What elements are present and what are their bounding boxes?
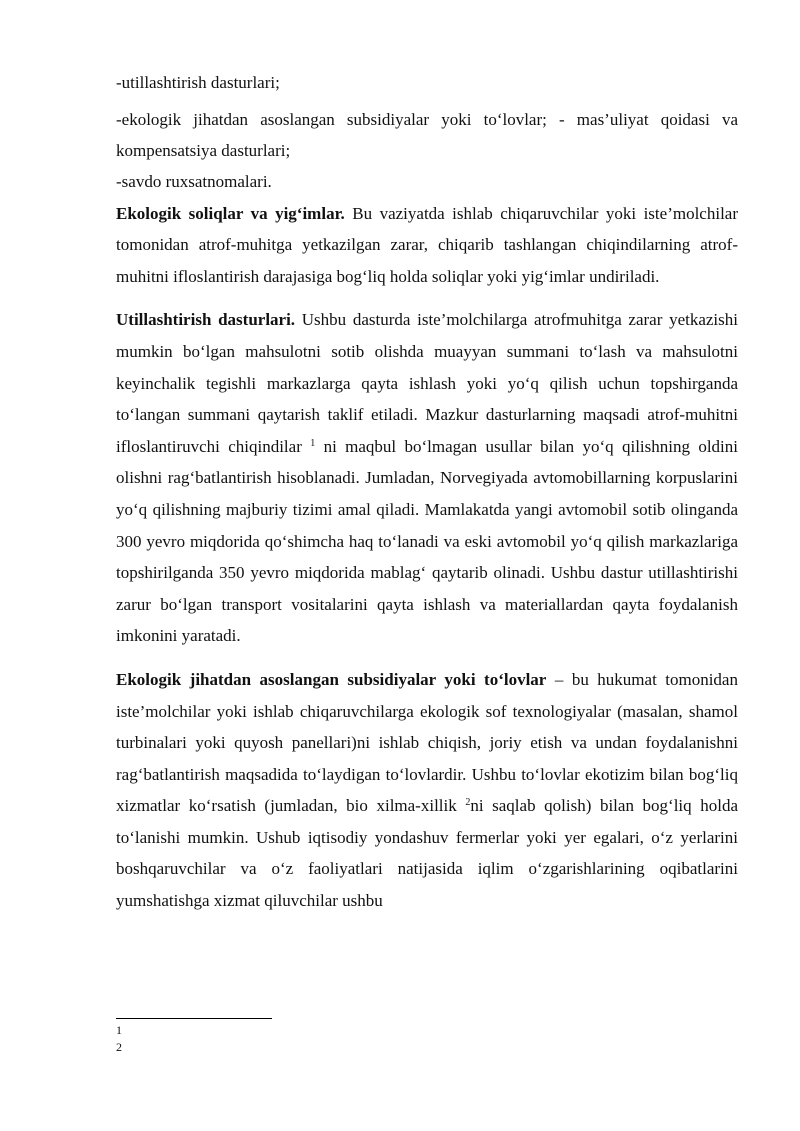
footnote-2: 2	[116, 1040, 122, 1054]
paragraph-heading: Ekologik jihatdan asoslangan subsidiyalar yoki to‘lovlar	[116, 669, 547, 689]
document-body	[116, 72, 738, 917]
paragraph-ecological-taxes	[116, 198, 738, 293]
footnote-separator	[116, 1018, 272, 1019]
footnote-ref-2[interactable]: 2	[465, 797, 471, 809]
list-item-utilization: -utillashtirish dasturlari;	[116, 73, 280, 92]
paragraph-heading: Utillashtirish dasturlari.	[116, 310, 296, 330]
paragraph-text: Ushbu dasturda iste’molchilarga atrofmuhitga zarar yetkazishi mumkin bo‘lgan mahsulotni sotib olishda muayyan summani to‘lash va mahsulotni keyinchalik tegishli markazlarga qayta ishlash yoki yo‘q qilish uchun topshirganda to‘langan summani qaytarish taklif etiladi. Mazkur dasturlarning maqsadi atrof-muhitni ifloslantiruvchi chiqindilar	[116, 310, 738, 456]
footnote-1: 1	[116, 1023, 122, 1037]
footnote-ref-1[interactable]: 1	[310, 437, 316, 449]
paragraph-heading: Ekologik soliqlar va yig‘imlar.	[116, 203, 345, 223]
paragraph-text: – bu hukumat tomonidan iste’molchilar yoki ishlab chiqaruvchilarga ekologik sof texnologiyalar (masalan, shamol turbinalari yoki quyosh panellari)ni ishlab chiqish, joriy etish va undan foydalanishni rag‘batlantirish maqsadida to‘laydigan to‘lovlardir. Ushbu to‘lovlar ekotizim bilan bog‘liq xizmatlar ko‘rsatish (jumladan, bio xilma-xillik	[116, 669, 738, 816]
list-item-subsidies: -ekologik jihatdan asoslangan subsidiyalar yoki to‘lovlar; - mas’uliyat qoidasi va kompensatsiya dasturlari;	[116, 110, 738, 160]
paragraph-utilization-programs	[116, 304, 738, 652]
paragraph-text: Bu vaziyatda ishlab chiqaruvchilar yoki iste’molchilar tomonidan atrof-muhitga yetkazilgan zarar, chiqarib tashlangan chiqindilarning atrof-muhitni ifloslantirish darajasiga bog‘liq holda soliqlar yoki yig‘imlar undiriladi.	[116, 203, 738, 286]
paragraph-text: ni maqbul bo‘lmagan usullar bilan yo‘q qilishning oldini olishni rag‘batlantirish hisoblanadi. Jumladan, Norvegiyada avtomobillarning korpuslarini yo‘q qilishning majburiy tizimi amal qiladi. Mamlakatda yangi avtomobil sotib olinganda 300 yevro miqdorida qo‘shimcha haq to‘lanadi va eski avtomobil yo‘q qilish markazlariga topshirilganda 350 yevro miqdorida mablag‘ qaytarib olinadi. Ushbu dastur utillashtirishi zarur bo‘lgan transport vositalarini qayta ishlash va materiallardan qayta foydalanish imkonini yaratadi.	[116, 436, 739, 646]
paragraph-text: ni saqlab qolish) bilan bog‘liq holda to‘lanishi mumkin. Ushub iqtisodiy yondashuv fermerlar yoki yer egalari, o‘z yerlarini boshqaruvchilar va o‘z faoliyatlari natijasida iqlim o‘zgarishlarining oqibatlarini yumshatishga xizmat qiluvchilar ushbu	[116, 796, 738, 911]
paragraph-subsidies	[116, 664, 738, 917]
list-item-permits: -savdo ruxsatnomalari.	[116, 172, 272, 191]
